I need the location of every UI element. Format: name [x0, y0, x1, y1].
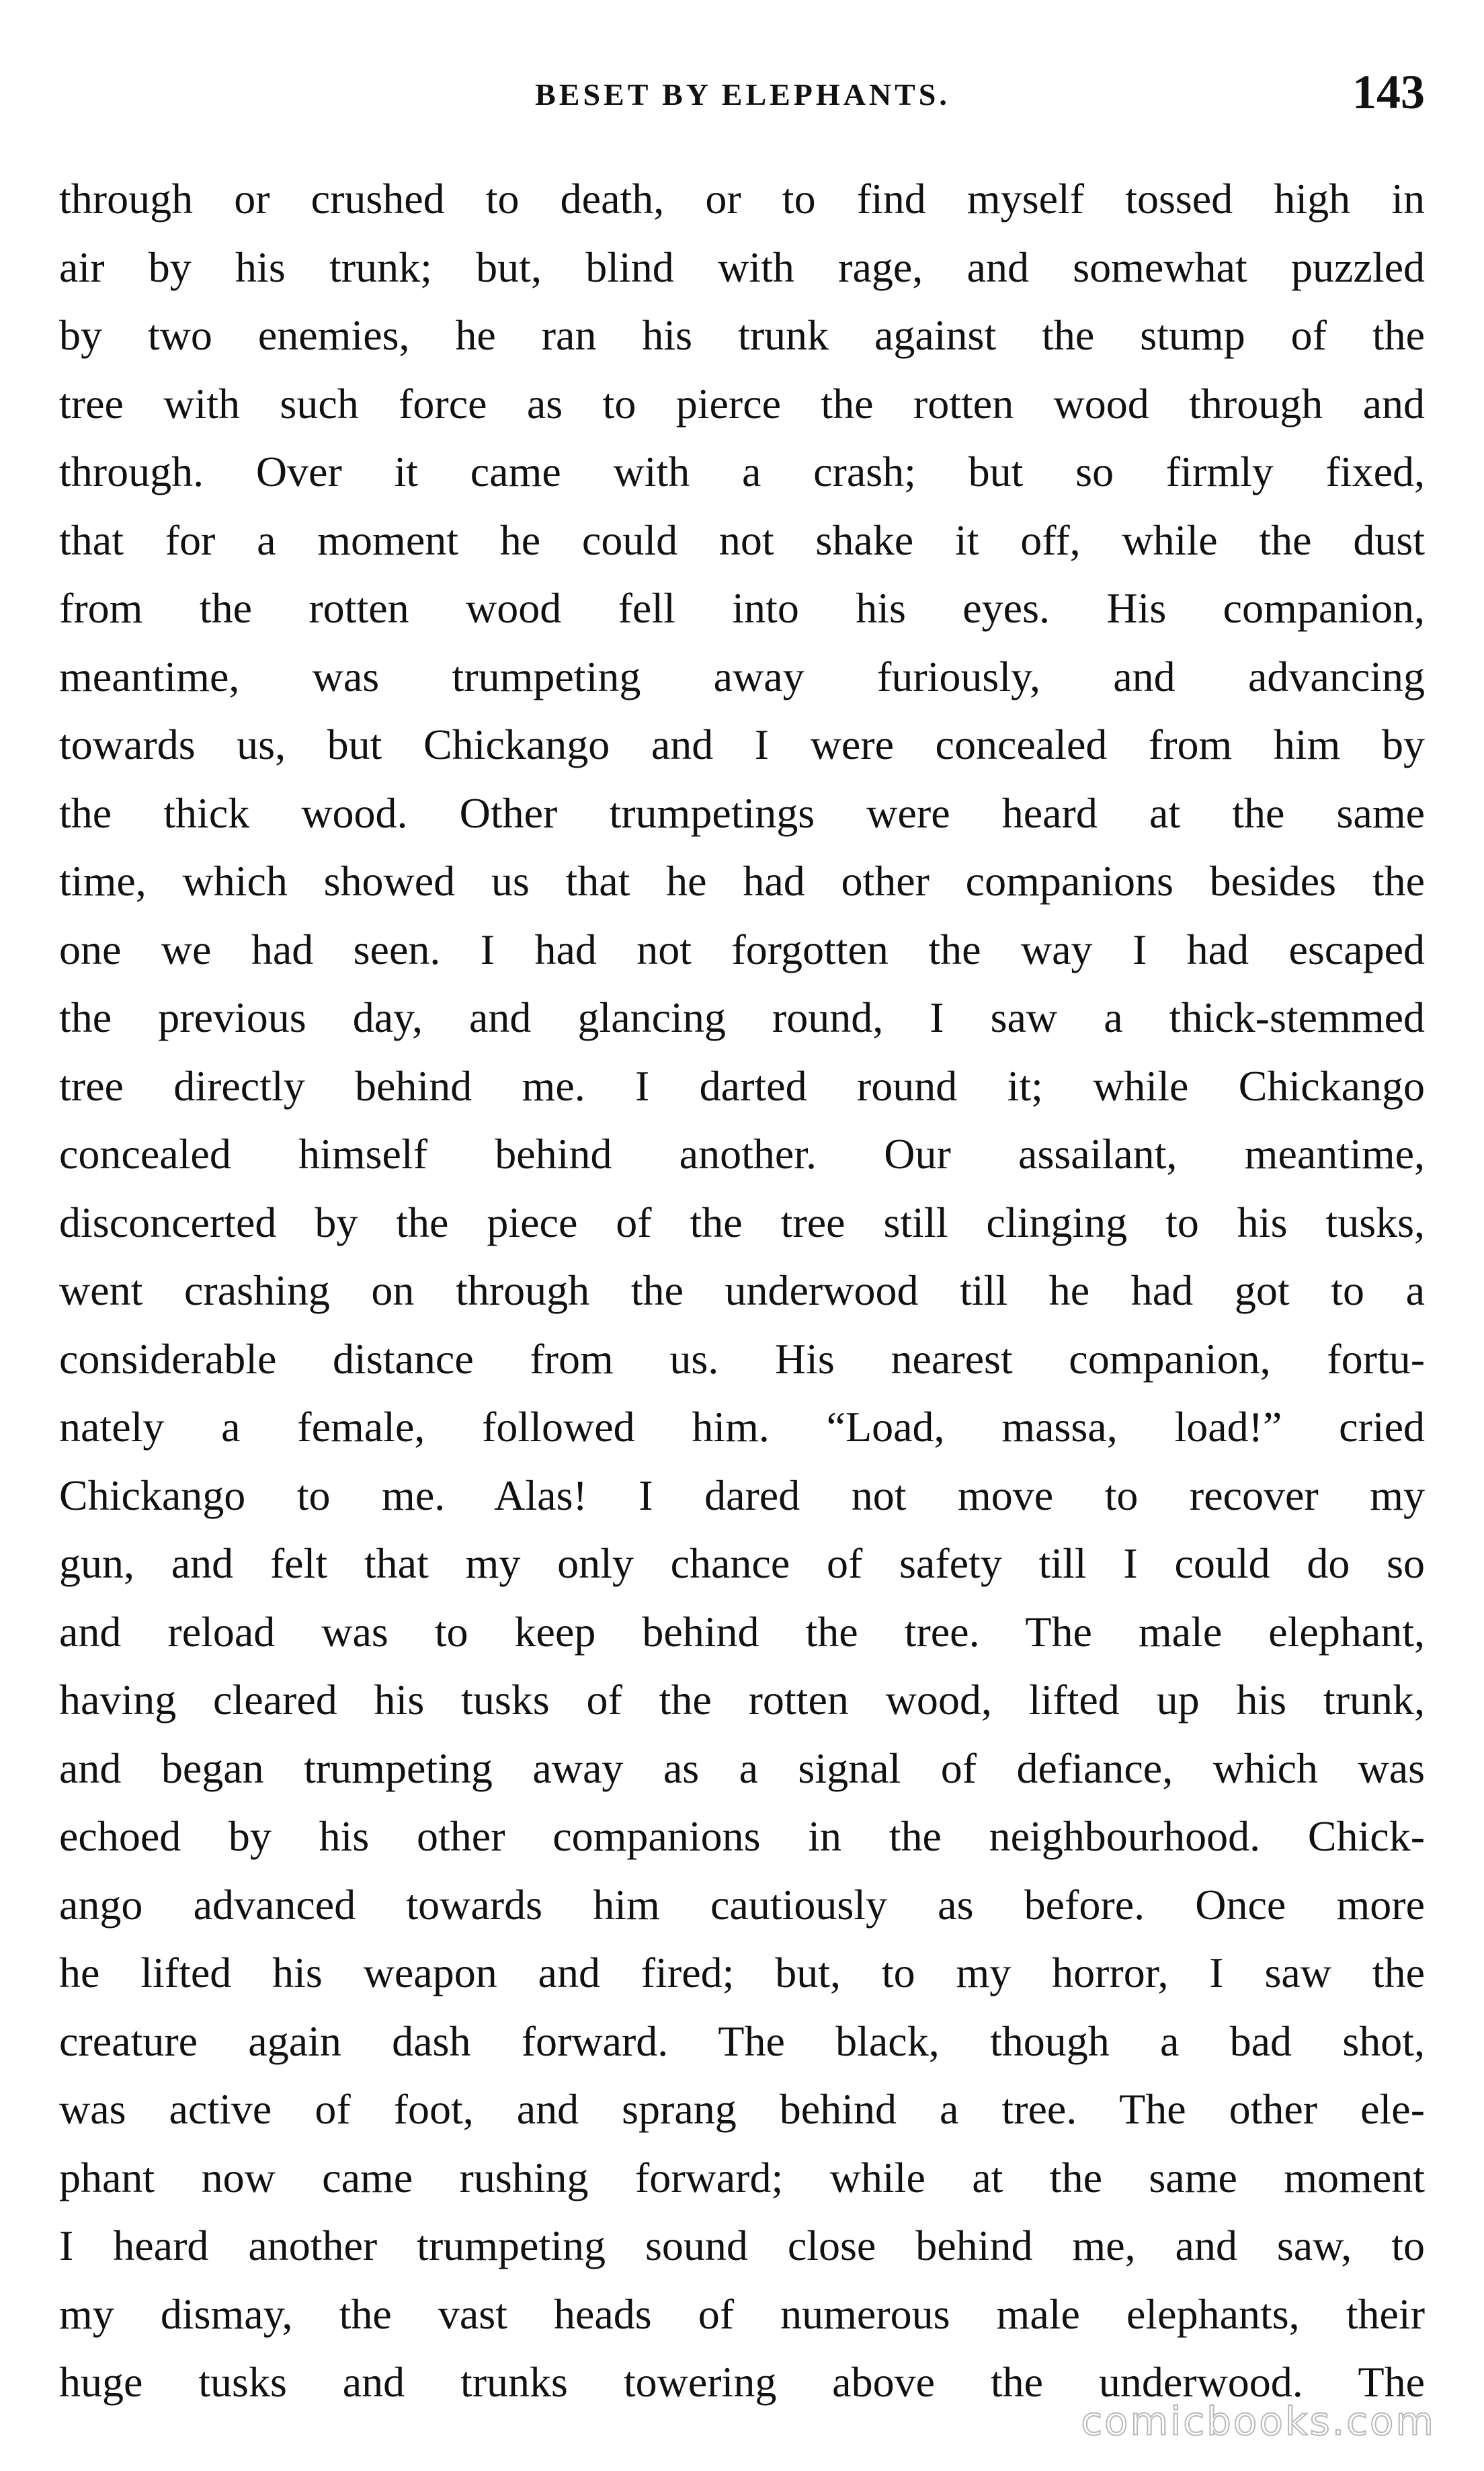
running-title: BESET BY ELEPHANTS. — [535, 77, 950, 112]
text-line: tree directly behind me. I darted round it; while Chickango — [59, 1061, 1425, 1110]
text-line: and began trumpeting away as a signal of defiance, which was — [59, 1744, 1425, 1792]
text-line: my dismay, the vast heads of numerous male elephants, their — [59, 2290, 1425, 2338]
text-line: the previous day, and glancing round, I saw a thick-stemmed — [59, 994, 1425, 1041]
text-line: one we had seen. I had not forgotten the way I had escaped — [59, 925, 1425, 973]
text-line: time, which showed us that he had other companions besides the — [59, 857, 1425, 905]
text-line: towards us, but Chickango and I were concealed from him by — [59, 721, 1425, 768]
text-line: Chickango to me. Alas! I dared not move to recover my — [59, 1471, 1425, 1519]
text-line: he lifted his weapon and fired; but, to my horror, I saw the — [59, 1949, 1425, 1996]
text-line: having cleared his tusks of the rotten wood, lifted up his trunk, — [59, 1676, 1425, 1724]
text-line: echoed by his other companions in the neighbourhood. Chick- — [59, 1812, 1425, 1860]
text-line: the thick wood. Other trumpetings were heard at the same — [59, 788, 1425, 837]
body-text — [59, 165, 1425, 2417]
text-line: from the rotten wood fell into his eyes. His companion, — [59, 584, 1425, 632]
text-line: and reload was to keep behind the tree. The male elephant, — [59, 1607, 1425, 1656]
text-line: through. Over it came with a crash; but so firmly fixed, — [59, 448, 1425, 495]
text-line: went crashing on through the underwood till he had got to a — [59, 1266, 1425, 1314]
text-line: nately a female, followed him. “Load, massa, load!” cried — [59, 1403, 1425, 1451]
text-line: disconcerted by the piece of the tree still clinging to his tusks, — [59, 1198, 1425, 1246]
text-line: through or crushed to death, or to find myself tossed high in — [59, 175, 1425, 222]
watermark: comicbooks.com — [1081, 2398, 1436, 2444]
text-line: huge tusks and trunks towering above the underwood. The — [59, 2358, 1425, 2406]
text-line: gun, and felt that my only chance of safety till I could do so — [59, 1539, 1425, 1587]
running-head — [60, 65, 1425, 125]
text-line: tree with such force as to pierce the rotten wood through and — [59, 379, 1425, 428]
text-line: that for a moment he could not shake it off, while the dust — [59, 516, 1425, 564]
text-line: meantime, was trumpeting away furiously, and advancing — [59, 652, 1425, 700]
text-line: ango advanced towards him cautiously as before. Once more — [59, 1880, 1425, 1929]
text-line: air by his trunk; but, blind with rage, and somewhat puzzled — [59, 243, 1425, 291]
text-line: was active of foot, and sprang behind a tree. The other ele- — [59, 2085, 1425, 2133]
page-number: 143 — [1352, 65, 1425, 119]
text-line: phant now came rushing forward; while at the same moment — [59, 2153, 1425, 2201]
text-line: creature again dash forward. The black, though a bad shot, — [59, 2017, 1425, 2065]
text-line: considerable distance from us. His nearest companion, fortu- — [59, 1334, 1425, 1383]
text-line: concealed himself behind another. Our assailant, meantime, — [59, 1130, 1425, 1178]
text-line: by two enemies, he ran his trunk against the stump of the — [59, 311, 1425, 359]
text-line: I heard another trumpeting sound close behind me, and saw, to — [59, 2222, 1425, 2269]
